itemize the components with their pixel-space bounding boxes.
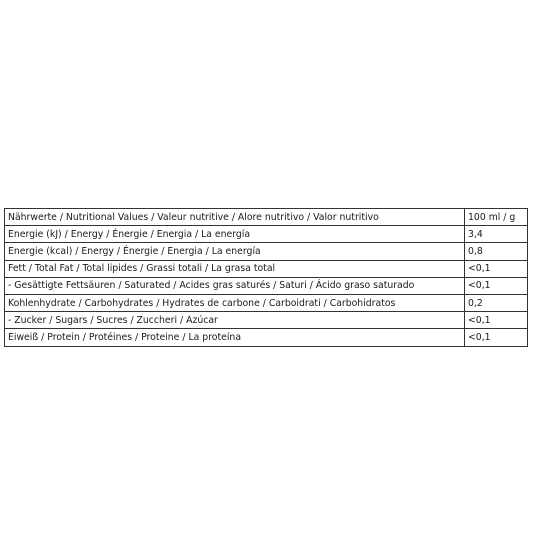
row-label: - Zucker / Sugars / Sucres / Zuccheri / Azúcar [5,312,465,329]
table-row [5,294,528,311]
row-label: Nährwerte / Nutritional Values / Valeur nutritive / Alore nutritivo / Valor nutritivo [5,209,465,226]
table-row [5,243,528,260]
row-value: 0,2 [465,294,528,311]
table-row [5,329,528,346]
row-label: Kohlenhydrate / Carbohydrates / Hydrates de carbone / Carboidrati / Carbohidratos [5,294,465,311]
table-row [5,277,528,294]
row-value: <0,1 [465,312,528,329]
row-value: <0,1 [465,260,528,277]
row-value: 3,4 [465,226,528,243]
row-label: Energie (kJ) / Energy / Énergie / Energia / La energía [5,226,465,243]
row-label: Fett / Total Fat / Total lipides / Grassi totali / La grasa total [5,260,465,277]
table-row [5,260,528,277]
table-row [5,312,528,329]
row-value: 0,8 [465,243,528,260]
row-label: Eiweiß / Protein / Protéines / Proteine / La proteína [5,329,465,346]
row-value: <0,1 [465,277,528,294]
table-row [5,226,528,243]
row-value: <0,1 [465,329,528,346]
row-value: 100 ml / g [465,209,528,226]
nutrition-table [4,208,528,347]
row-label: Energie (kcal) / Energy / Énergie / Energia / La energía [5,243,465,260]
table-row-header [5,209,528,226]
row-label: - Gesättigte Fettsäuren / Saturated / Acides gras saturés / Saturi / Ácido graso saturado [5,277,465,294]
